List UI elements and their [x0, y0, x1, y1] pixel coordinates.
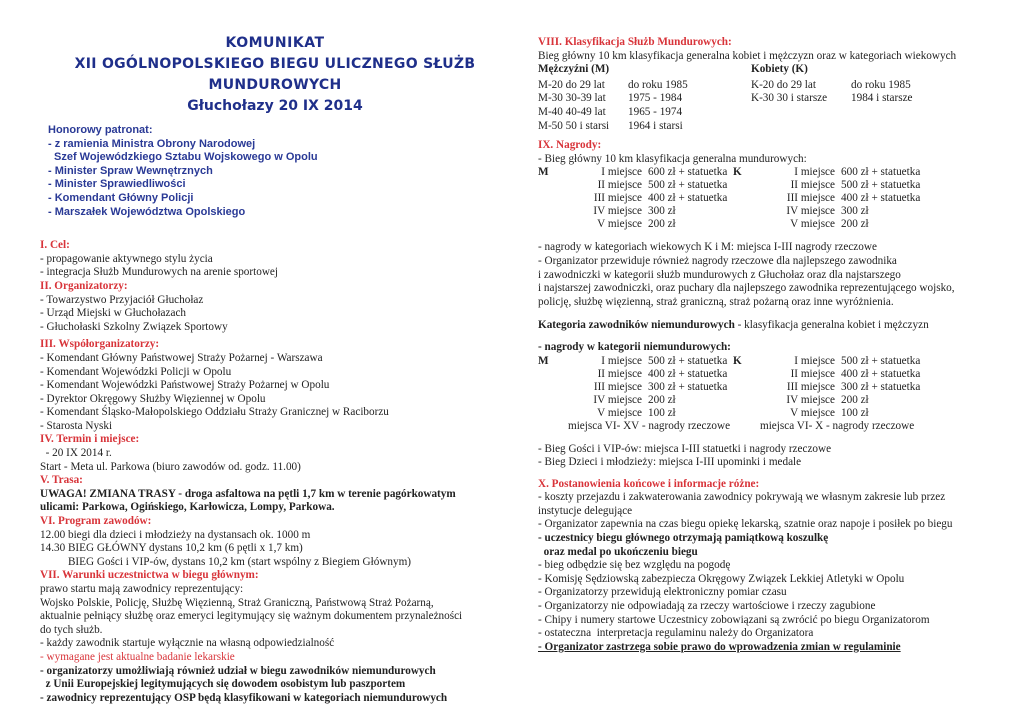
section-title: I. Cel: — [40, 239, 70, 252]
section-line: - Głuchołaski Szkolny Związek Sportowy — [40, 320, 228, 333]
table-cell: M-30 30-39 lat — [538, 92, 606, 105]
section-line: - Organizator zastrzega sobie prawo do wprowadzenia zmian w regulaminie — [538, 640, 901, 653]
section-classification — [538, 36, 1018, 133]
section-line: z Unii Europejskiej legitymujących się dowodem osobistym lub paszportem — [40, 678, 406, 691]
patron-item: - Marszałek Województwa Opolskiego — [48, 205, 246, 218]
section-title: VIII. Klasyfikacja Służb Mundurowych: — [538, 36, 732, 48]
patron-item: - Komendant Główny Policji — [48, 191, 194, 204]
section-line: 12.00 biegi dla dzieci i młodzieży na dystansach ok. 1000 m — [40, 528, 311, 541]
table-cell: 300 zł + statuetka — [648, 380, 728, 393]
table-cell: 400 zł + statuetka — [841, 192, 921, 205]
table-cell: II miejsce — [790, 179, 835, 192]
table-cell: 200 zł — [841, 218, 869, 231]
section-line: UWAGA! ZMIANA TRASY - droga asfaltowa na pętli 1,7 km w terenie pagórkowatym — [40, 487, 456, 500]
section-date-place — [40, 433, 510, 474]
section-line: - zawodnicy reprezentujący OSP będą klasyfikowani w kategoriach niemundurowych — [40, 691, 448, 704]
section-line: Wojsko Polskie, Policję, Służbę Więzienną, Straż Graniczną, Państwową Straż Pożarną, — [40, 596, 434, 609]
table-cell: I miejsce — [794, 354, 835, 367]
table-cell: V miejsce — [790, 218, 835, 231]
table-cell: 400 zł + statuetka — [648, 367, 728, 380]
section-line: oraz medal po ukończeniu biegu — [538, 545, 698, 558]
section-line: i zawodniczki w kategorii służb mundurowych z Głuchołaz oraz dla najstarszego — [538, 268, 901, 281]
prize-notes — [538, 241, 1018, 309]
section-line: - Komendant Śląsko-Małopolskiego Oddziału Straży Granicznej w Raciborzu — [40, 406, 389, 419]
section-line: Start - Meta ul. Parkowa (biuro zawodów od. godz. 11.00) — [40, 460, 301, 473]
patron-item: - z ramienia Ministra Obrony Narodowej — [48, 137, 256, 150]
category-headers — [538, 63, 1018, 77]
table-cell: V miejsce — [597, 406, 642, 419]
remaining-places — [538, 420, 1018, 433]
section-line: - Urząd Miejski w Głuchołazach — [40, 307, 187, 320]
section-line: - nagrody w kategoriach wiekowych K i M: miejsca I-III nagrody rzeczowe — [538, 241, 877, 254]
table-cell: K — [733, 354, 742, 367]
section-title: X. Postanowienia końcowe i informacje różne: — [538, 477, 760, 490]
table-cell: I miejsce — [601, 166, 642, 179]
table-cell: V miejsce — [597, 218, 642, 231]
section-line: - Bieg Dzieci i młodzieży: miejsca I-III upominki i medale — [538, 456, 802, 469]
table-cell: 1964 i starsi — [628, 119, 683, 132]
section-line: - Komendant Wojewódzki Państwowej Straży Pożarnej w Opolu — [40, 379, 330, 392]
category-table — [538, 79, 1018, 133]
men-header: Mężczyźni (M) — [538, 63, 610, 76]
guest-prizes — [538, 443, 1018, 470]
section-line: - Komendant Główny Państwowej Straży Pożarnej - Warszawa — [40, 351, 323, 364]
section-line: - Towarzystwo Przyjaciół Głuchołaz — [40, 293, 204, 306]
table-cell: do roku 1985 — [851, 78, 911, 91]
table-cell: 100 zł — [841, 406, 869, 419]
table-cell: miejsca VI- X - nagrody rzeczowe — [760, 419, 915, 432]
table-cell: 400 zł + statuetka — [648, 192, 728, 205]
table-cell: II miejsce — [597, 367, 642, 380]
section-line: - każdy zawodnik startuje wyłącznie na własną odpowiedzialność — [40, 637, 335, 650]
section-title: IX. Nagrody: — [538, 139, 602, 152]
table-cell: 500 zł + statuetka — [841, 179, 921, 192]
section-conditions — [40, 569, 510, 705]
patron-item: Szef Wojewódzkiego Sztabu Wojskowego w Opolu — [54, 151, 318, 164]
table-cell: II miejsce — [790, 367, 835, 380]
table-cell: 1975 - 1984 — [628, 92, 683, 105]
table-cell: III miejsce — [786, 192, 835, 205]
section-title: IV. Termin i miejsce: — [40, 433, 140, 446]
section-line: Bieg główny 10 km klasyfikacja generalna kobiet i mężczyzn oraz w kategoriach wiekowych — [538, 49, 957, 62]
section-line: instytucje delegujące — [538, 504, 633, 517]
category-title: Kategoria zawodników niemundurowych — [538, 319, 735, 332]
header — [40, 33, 510, 117]
section-line: - organizatorzy umożliwiają również udział w biegu zawodników niemundurowych — [40, 664, 436, 677]
table-cell: III miejsce — [593, 380, 642, 393]
table-cell: 300 zł — [648, 205, 676, 218]
category-desc: - klasyfikacja generalna kobiet i mężczyzn — [734, 319, 929, 332]
table-cell: 300 zł + statuetka — [841, 380, 921, 393]
table-cell: miejsca VI- XV - nagrody rzeczowe — [568, 419, 731, 432]
table-cell: 1984 i starsze — [851, 92, 913, 105]
table-cell: V miejsce — [790, 406, 835, 419]
section-line: - Organizator przewiduje również nagrody rzeczowe dla najlepszego zawodnika — [538, 254, 897, 267]
table-cell: 600 zł + statuetka — [841, 166, 921, 179]
table-cell: 600 zł + statuetka — [648, 166, 728, 179]
section-line: - Organizator zapewnia na czas biegu opiekę lekarską, szatnie oraz napoje i posiłek po biegu — [538, 518, 953, 531]
left-column — [40, 0, 510, 705]
patron-block — [48, 124, 510, 219]
table-cell: I miejsce — [794, 166, 835, 179]
section-line: - ostateczna interpretacja regulaminu należy do Organizatora — [538, 627, 814, 640]
section-line: prawo startu mają zawodnicy reprezentujący: — [40, 583, 244, 595]
section-line: - bieg odbędzie się bez względu na pogodę — [538, 559, 731, 572]
section-program — [40, 515, 510, 569]
patron-title: Honorowy patronat: — [48, 124, 153, 136]
header-title: KOMUNIKAT — [225, 35, 325, 51]
section-prizes — [538, 139, 1018, 470]
non-uniform-prizes-title: - nagrody w kategorii niemundurowych: — [538, 340, 731, 353]
right-column — [538, 0, 1018, 654]
non-uniform-category — [538, 319, 1018, 333]
table-cell: K — [733, 166, 742, 179]
section-final — [538, 478, 1018, 655]
section-title: VI. Program zawodów: — [40, 515, 152, 528]
section-line: i najstarszej zawodniczki, oraz puchary dla najlepszego zawodnika reprezentującego wojsko, — [538, 282, 955, 295]
section-line: do tych służb. — [40, 623, 103, 636]
table-cell: 300 zł — [841, 205, 869, 218]
table-cell: M-40 40-49 lat — [538, 105, 606, 118]
section-line: - koszty przejazdu i zakwaterowania zawodnicy pokrywają we własnym zakresie lub przez — [538, 491, 946, 504]
table-cell: 200 zł — [841, 393, 869, 406]
section-line: ulicami: Parkowa, Ogińskiego, Karłowicza, Lompy, Parkowa. — [40, 501, 335, 514]
table-cell: I miejsce — [601, 354, 642, 367]
table-cell: 500 zł + statuetka — [648, 354, 728, 367]
section-line: - 20 IX 2014 r. — [40, 447, 112, 460]
section-title: III. Współorganizatorzy: — [40, 338, 160, 351]
section-coorganizers — [40, 338, 510, 433]
section-line: - Bieg główny 10 km klasyfikacja generalna mundurowych: — [538, 152, 807, 165]
section-line: - Bieg Gości i VIP-ów: miejsca I-III statuetki i nagrody rzeczowe — [538, 442, 832, 455]
table-cell: K-30 30 i starsze — [751, 92, 828, 105]
section-line: - Starosta Nyski — [40, 419, 113, 432]
section-line: 14.30 BIEG GŁÓWNY dystans 10,2 km (6 pętli x 1,7 km) — [40, 542, 303, 555]
table-cell: II miejsce — [597, 179, 642, 192]
table-cell: M — [538, 166, 549, 179]
section-line: - Dyrektor Okręgowy Służby Więziennej w Opolu — [40, 392, 266, 405]
header-place-date: Głuchołazy 20 IX 2014 — [187, 98, 363, 114]
section-line: - Chipy i numery startowe Uczestnicy zobowiązani są zwrócić po biegu Organizatorom — [538, 613, 930, 626]
header-event-name: XII OGÓLNOPOLSKIEGO BIEGU ULICZNEGO SŁUŻB MUNDUROWYCH — [74, 56, 476, 93]
women-header: Kobiety (K) — [751, 63, 808, 76]
table-cell: 500 zł + statuetka — [841, 354, 921, 367]
table-cell: 400 zł + statuetka — [841, 367, 921, 380]
table-cell: 100 zł — [648, 406, 676, 419]
prize-table — [538, 166, 1018, 231]
section-title: V. Trasa: — [40, 474, 83, 487]
section-line: BIEG Gości i VIP-ów, dystans 10,2 km (start wspólny z Biegiem Głównym) — [40, 555, 412, 568]
table-cell: M — [538, 354, 549, 367]
section-line: - Komendant Wojewódzki Policji w Opolu — [40, 365, 232, 378]
table-cell: III miejsce — [593, 192, 642, 205]
section-title: II. Organizatorzy: — [40, 279, 128, 292]
section-route — [40, 474, 510, 515]
table-cell: K-20 do 29 lat — [751, 78, 816, 91]
table-cell: 200 zł — [648, 393, 676, 406]
section-organizers — [40, 280, 510, 334]
medical-note: - wymagane jest aktualne badanie lekarskie — [40, 650, 235, 663]
non-uniform-prize-table — [538, 355, 1018, 420]
table-cell: IV miejsce — [786, 393, 835, 406]
section-line: policję, służbę więzienną, straż graniczną, straż pożarną oraz inne wyróżnienia. — [538, 295, 894, 308]
table-cell: 500 zł + statuetka — [648, 179, 728, 192]
table-cell: IV miejsce — [593, 205, 642, 218]
section-line: - Organizatorzy przewidują elektroniczny pomiar czasu — [538, 586, 787, 599]
section-line: - propagowanie aktywnego stylu życia — [40, 252, 213, 265]
table-cell: IV miejsce — [786, 205, 835, 218]
section-goal — [40, 239, 510, 280]
patron-item: - Minister Spraw Wewnętrznych — [48, 164, 213, 177]
section-line: - integracja Służb Mundurowych na arenie sportowej — [40, 266, 278, 279]
section-line: - Organizatorzy nie odpowiadają za rzeczy wartościowe i rzeczy zagubione — [538, 600, 876, 613]
table-cell: do roku 1985 — [628, 78, 688, 91]
table-cell: M-20 do 29 lat — [538, 78, 605, 91]
section-line: - Komisję Sędziowską zabezpiecza Okręgowy Związek Lekkiej Atletyki w Opolu — [538, 572, 905, 585]
section-title: VII. Warunki uczestnictwa w biegu głównym: — [40, 569, 259, 582]
final-lines — [538, 491, 1018, 654]
section-line: - uczestnicy biegu głównego otrzymają pamiątkową koszulkę — [538, 532, 829, 545]
table-cell: IV miejsce — [593, 393, 642, 406]
section-line: aktualnie pełniący służbę oraz emeryci legitymujący się ważnym dokumentem przynależności — [40, 610, 463, 623]
patron-item: - Minister Sprawiedliwości — [48, 178, 186, 191]
table-cell: 1965 - 1974 — [628, 105, 683, 118]
table-cell: 200 zł — [648, 218, 676, 231]
table-cell: III miejsce — [786, 380, 835, 393]
table-cell: M-50 50 i starsi — [538, 119, 610, 132]
